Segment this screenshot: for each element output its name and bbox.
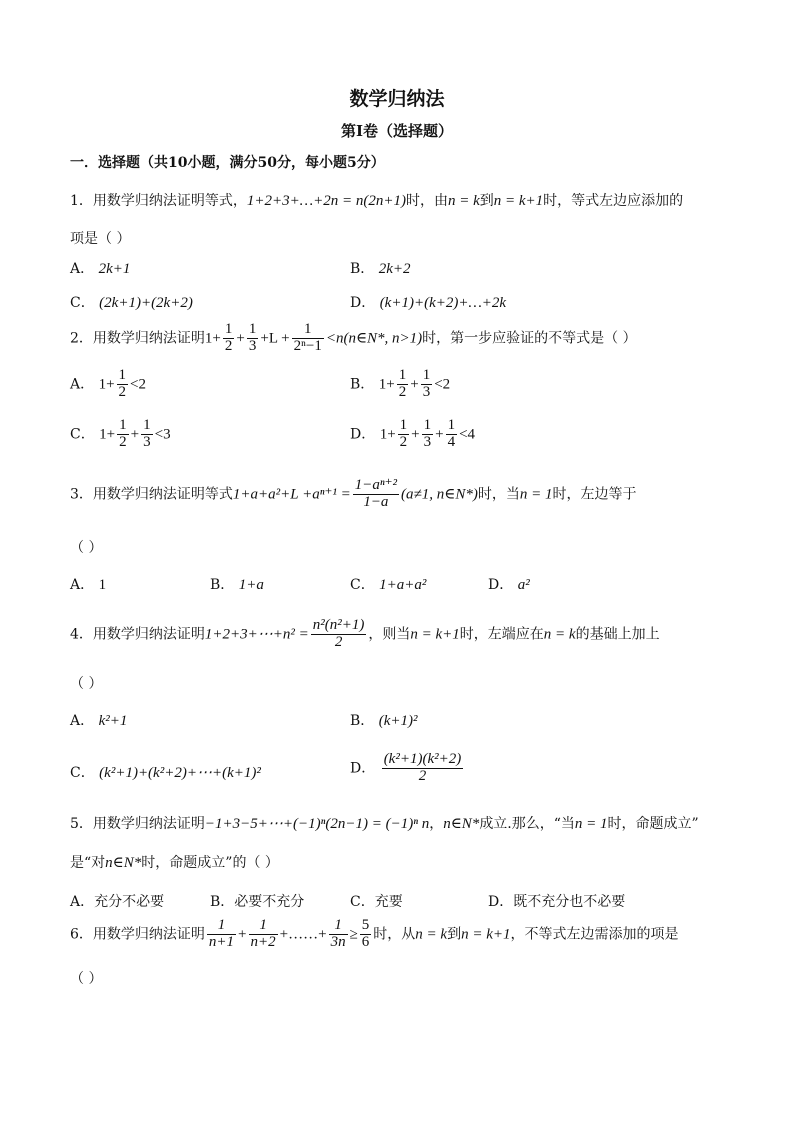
q2-option-c[interactable]: C． 1+ $\frac{1}{2}$ + $\frac{1}{3}$ <3 [70, 417, 171, 450]
q1-cond2: n = k+1 [493, 193, 544, 209]
q5-option-b[interactable]: B．必要不充分 [210, 894, 305, 910]
question-4: 4．用数学归纳法证明1+2+3+⋯+n² = $\frac{\text{n²(n²+1)}}{2}$ ，则当n = k+1时，左端应在n = k的基础上加上 [70, 617, 660, 650]
q4-option-c[interactable]: C． (k²+1)+(k²+2)+⋯+(k+1)² [70, 765, 261, 781]
q2-frac-2: $\frac{1}{3}$ [248, 321, 257, 354]
q4-option-a[interactable]: A． k²+1 [70, 713, 128, 729]
question-3: 3．用数学归纳法证明等式1+a+a²+L +aⁿ⁺¹ = $\frac{\text{1−aⁿ⁺²}}{1-a}$ (a≠1, n∈N*)时，当n = 1时，左边等于 [70, 477, 637, 510]
q1-prefix: 1．用数学归纳法证明等式， [70, 193, 247, 209]
section-heading: 一．选择题（共10小题，满分50分，每小题5分） [70, 155, 385, 171]
q3-frac: $\frac{\text{1−aⁿ⁺²}}{1-a}$ [354, 477, 398, 510]
q1-option-b[interactable]: B． 2k+2 [350, 261, 411, 277]
q3-option-a[interactable]: A． 1 [70, 577, 107, 593]
q5-line2: 是“对n∈N*时，命题成立”的（ ） [70, 855, 279, 871]
q1-line2: 项是（ ） [70, 231, 131, 247]
q4-option-b[interactable]: B． (k+1)² [350, 713, 418, 729]
section-subtitle: 第Ⅰ卷（选择题） [340, 122, 454, 140]
q1-suffix: 时，等式左边应添加的 [543, 193, 684, 209]
q2-option-d[interactable]: D． 1+ $\frac{1}{2}$ + $\frac{1}{3}$ + $\frac{1}{4}$ <4 [350, 417, 476, 450]
q2-frac-3: $\frac{1}{\text{2ⁿ−1}}$ [293, 321, 322, 354]
q4-frac: $\frac{\text{n²(n²+1)}}{2}$ [312, 617, 365, 650]
q1-mid: 时，由 [405, 193, 448, 209]
question-2: 2．用数学归纳法证明1+ $\frac{1}{2}$ + $\frac{1}{3}$ +L + $\frac{1}{\text{2ⁿ−1}}$ <n(n∈N*, n>1)时，第一步应验证的不等式是（ ） [70, 321, 637, 354]
q2-frac-1: $\frac{1}{2}$ [224, 321, 233, 354]
page-title: 数学归纳法 [349, 88, 445, 110]
q5-option-d[interactable]: D．既不充分也不必要 [488, 894, 626, 910]
q1-cond1: n = k [447, 193, 480, 209]
q1-to: 到 [479, 193, 494, 209]
q4-line2: （ ） [70, 676, 103, 692]
q2-option-b[interactable]: B． 1+ $\frac{1}{2}$ + $\frac{1}{3}$ <2 [350, 367, 451, 400]
q3-option-d[interactable]: D． a² [488, 577, 530, 593]
q4-option-d[interactable]: D． $\frac{\text{(k²+1)(k²+2)}}{2}$ [350, 751, 462, 784]
question-1 [70, 190, 683, 210]
q5-option-a[interactable]: A．充分不必要 [70, 894, 165, 910]
q1-option-a[interactable]: A． 2k+1 [70, 261, 131, 277]
q1-formula: 1+2+3+…+2n = n(2n+1) [246, 193, 406, 209]
question-6: 6．用数学归纳法证明 $\frac{1}{n+1}$ + $\frac{1}{n+2}$ +……+ $\frac{1}{3n}$ ≥ $\frac{5}{6}$ 时，从n = k到n = k+1，不等式左边需添加的项是 [70, 917, 679, 950]
q1-option-c[interactable]: C． (2k+1)+(2k+2) [70, 295, 193, 311]
q3-option-c[interactable]: C． 1+a+a² [350, 577, 427, 593]
q3-line2: （ ） [70, 540, 103, 556]
question-5: 5．用数学归纳法证明−1+3−5+⋯+(−1)ⁿ(2n−1) = (−1)ⁿ n，n∈N*成立.那么，“当n = 1时，命题成立” [70, 816, 699, 832]
q2-option-a[interactable]: A． 1+ $\frac{1}{2}$ <2 [70, 367, 147, 400]
q6-line2: （ ） [70, 971, 103, 987]
q5-option-c[interactable]: C．充要 [350, 894, 403, 910]
q1-option-d[interactable]: D． (k+1)+(k+2)+…+2k [350, 295, 507, 311]
q3-option-b[interactable]: B． 1+a [210, 577, 264, 593]
